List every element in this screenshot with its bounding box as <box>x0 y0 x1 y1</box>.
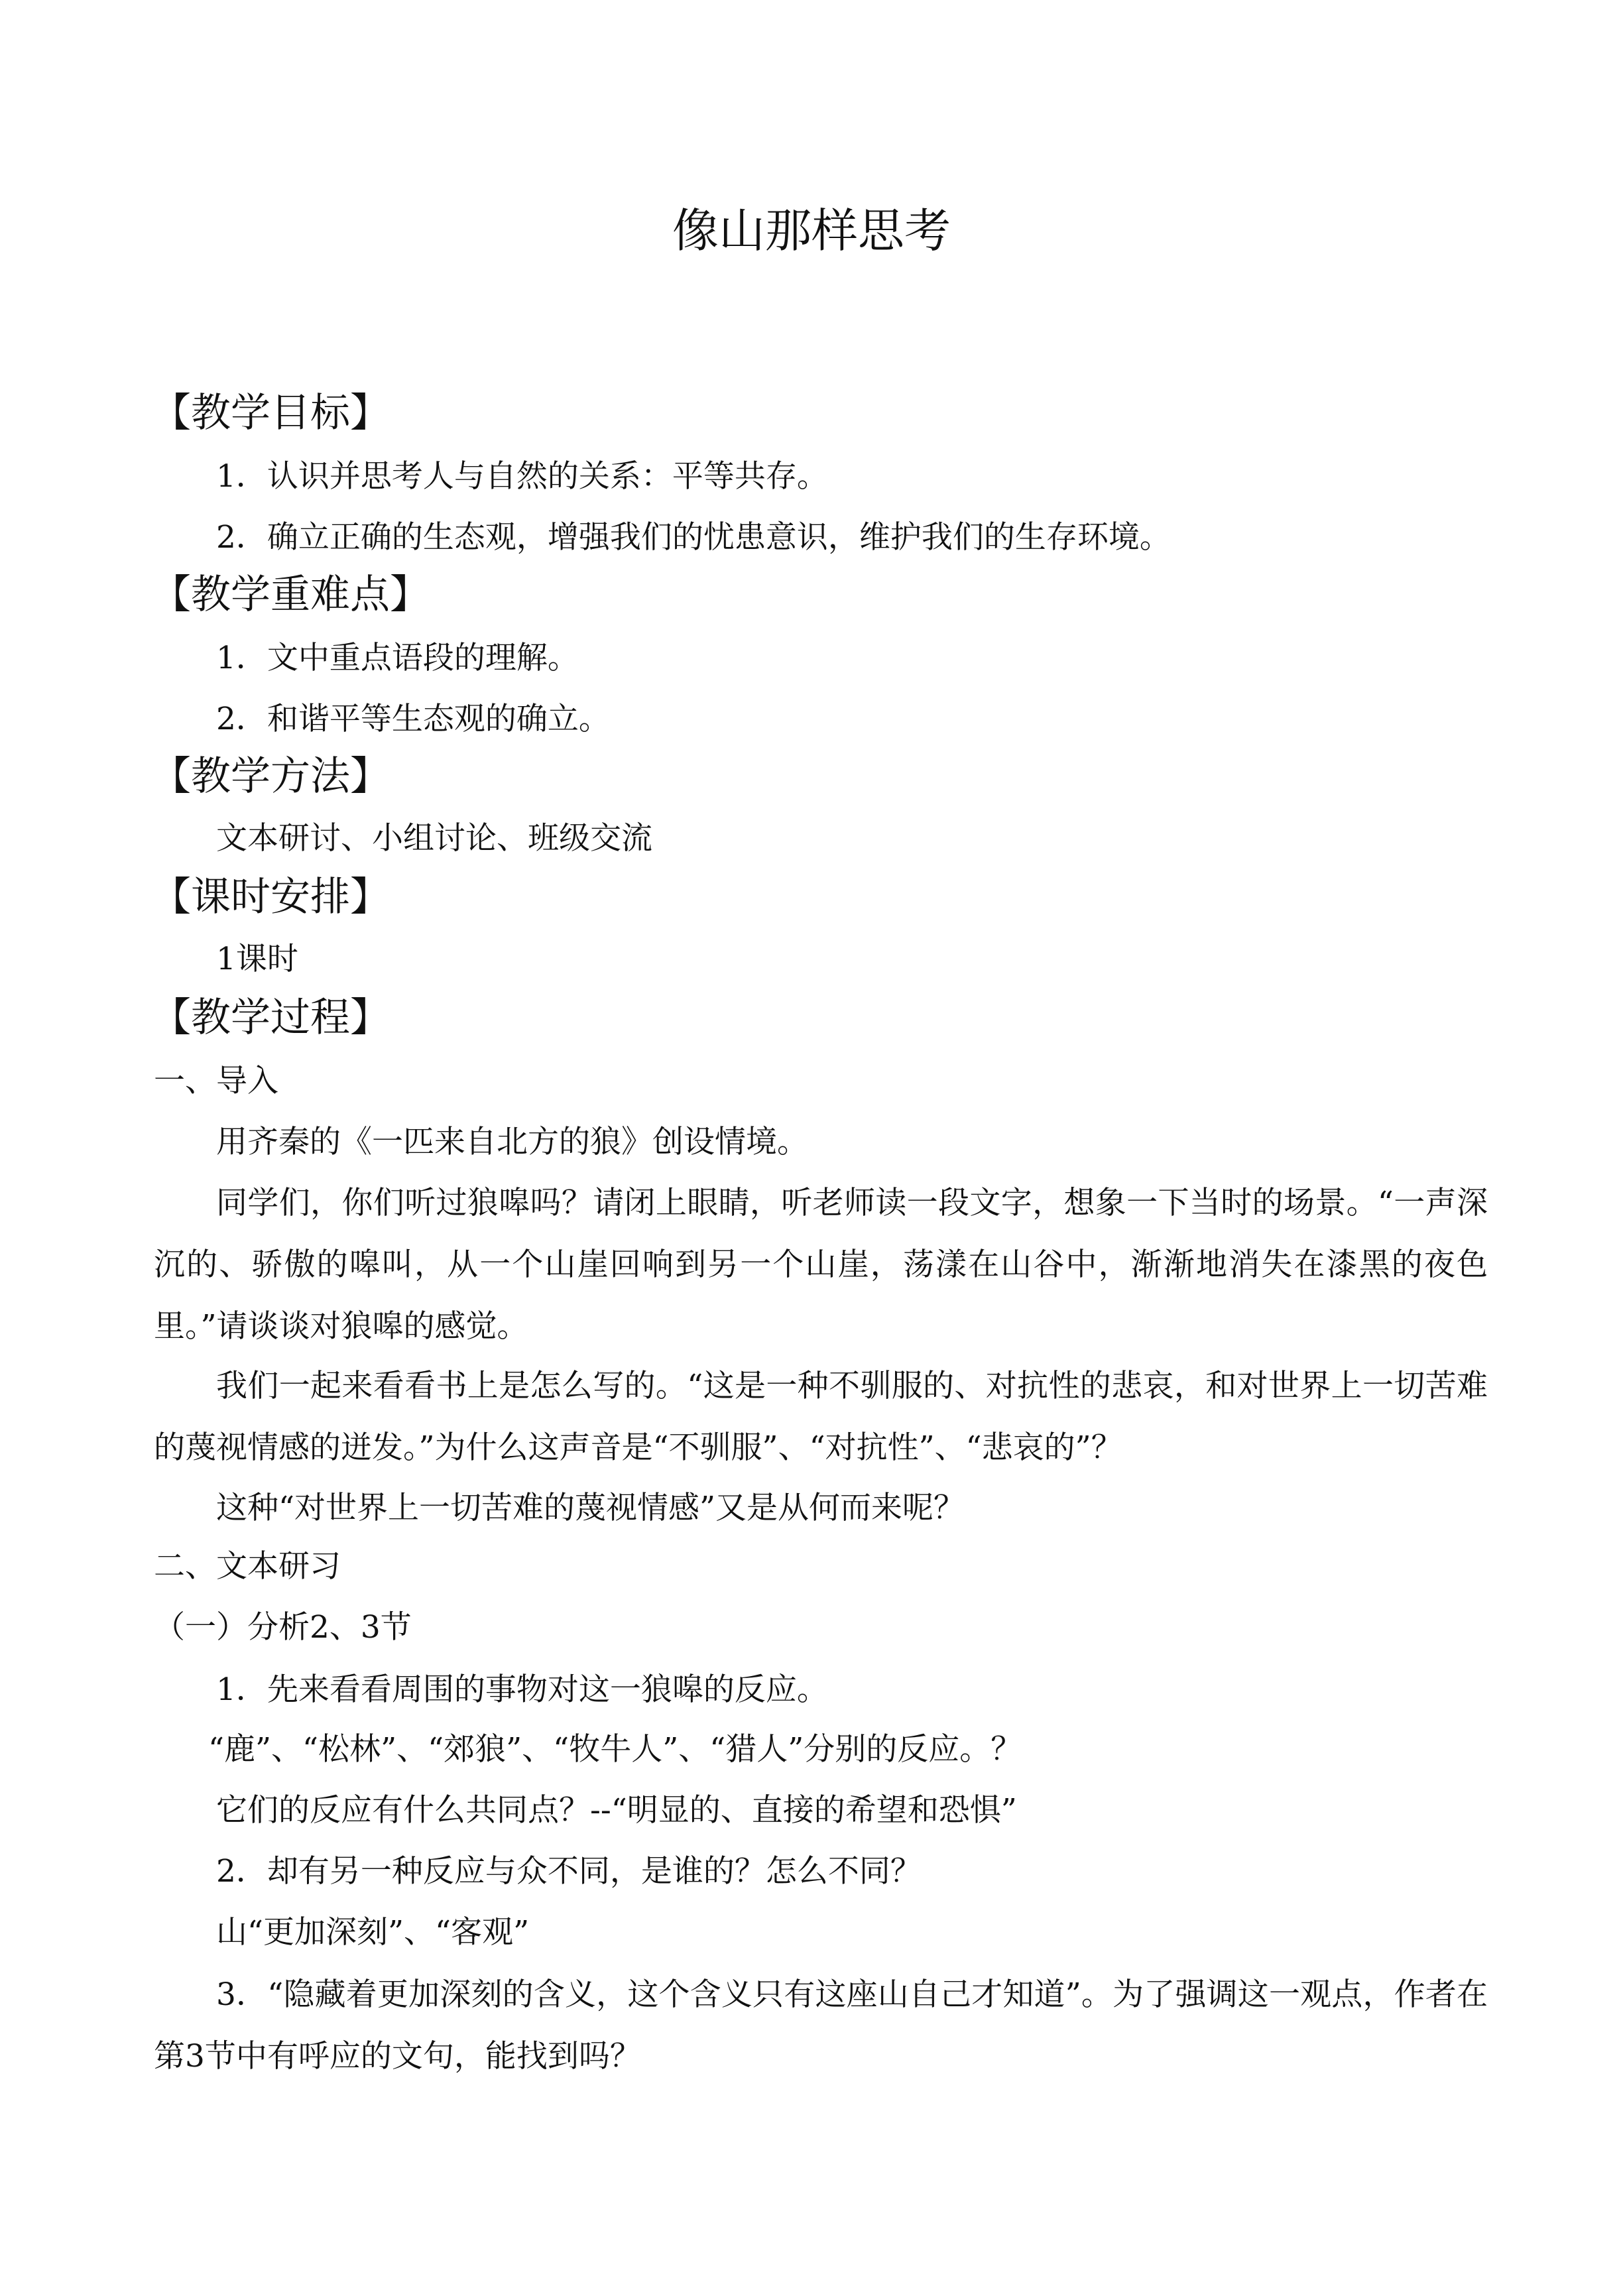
paragraph-intro-4: 这种“对世界上一切苦难的蔑视情感”又是从何而来呢？ <box>216 1490 965 1526</box>
key-point-1: 1．文中重点语段的理解。 <box>216 640 579 676</box>
section-heading-schedule: 【课时安排】 <box>151 874 390 920</box>
question-2: 2．却有另一种反应与众不同，是谁的？怎么不同？ <box>216 1853 922 1890</box>
section-heading-method: 【教学方法】 <box>151 753 390 800</box>
question-1: 1．先来看看周围的事物对这一狼嗥的反应。 <box>216 1671 828 1708</box>
question-3: 3．“隐藏着更加深刻的含义，这个含义只有这座山自己才知道”。为了强调这一观点，作者在第3节中有呼应的文句，能找到吗？ <box>154 1976 1488 2075</box>
section-heading-goals: 【教学目标】 <box>151 390 390 436</box>
section-heading-process: 【教学过程】 <box>151 995 390 1041</box>
method-text: 文本研讨、小组讨论、班级交流 <box>216 820 652 857</box>
part-title-text-study: 二、文本研习 <box>154 1548 341 1585</box>
goal-item-2: 2．确立正确的生态观，增强我们的忧患意识，维护我们的生存环境。 <box>216 519 1171 556</box>
question-1-answer: 它们的反应有什么共同点？--“明显的、直接的希望和恐惧” <box>216 1792 1017 1829</box>
key-point-2: 2．和谐平等生态观的确立。 <box>216 701 610 737</box>
goal-item-1: 1．认识并思考人与自然的关系：平等共存。 <box>216 458 828 495</box>
paragraph-intro-2: 同学们，你们听过狼嗥吗？请闭上眼睛，听老师读一段文字，想象一下当时的场景。“一声深沉的、骄傲的嗥叫，从一个山崖回响到另一个山崖，荡漾在山谷中，渐渐地消失在漆黑的夜色里。”请谈谈对狼嗥的感觉。 <box>154 1185 1488 1345</box>
paragraph-intro-3: 我们一起来看看书上是怎么写的。“这是一种不驯服的、对抗性的悲哀，和对世界上一切苦难的蔑视情感的迸发。”为什么这声音是“不驯服”、“对抗性”、“悲哀的”？ <box>154 1368 1488 1466</box>
question-1-detail: “鹿”、“松林”、“郊狼”、“牧牛人”、“猎人”分别的反应。？ <box>208 1731 1022 1768</box>
schedule-text: 1课时 <box>216 941 298 977</box>
paragraph-intro-1: 用齐秦的《一匹来自北方的狼》创设情境。 <box>216 1124 808 1160</box>
question-2-answer: 山“更加深刻”、“客观” <box>216 1914 530 1951</box>
part-title-intro: 一、导入 <box>154 1063 278 1099</box>
document-title: 像山那样思考 <box>672 204 951 258</box>
subsection-title-1: （一）分析2、3节 <box>154 1609 412 1646</box>
section-heading-key-points: 【教学重难点】 <box>151 572 430 618</box>
